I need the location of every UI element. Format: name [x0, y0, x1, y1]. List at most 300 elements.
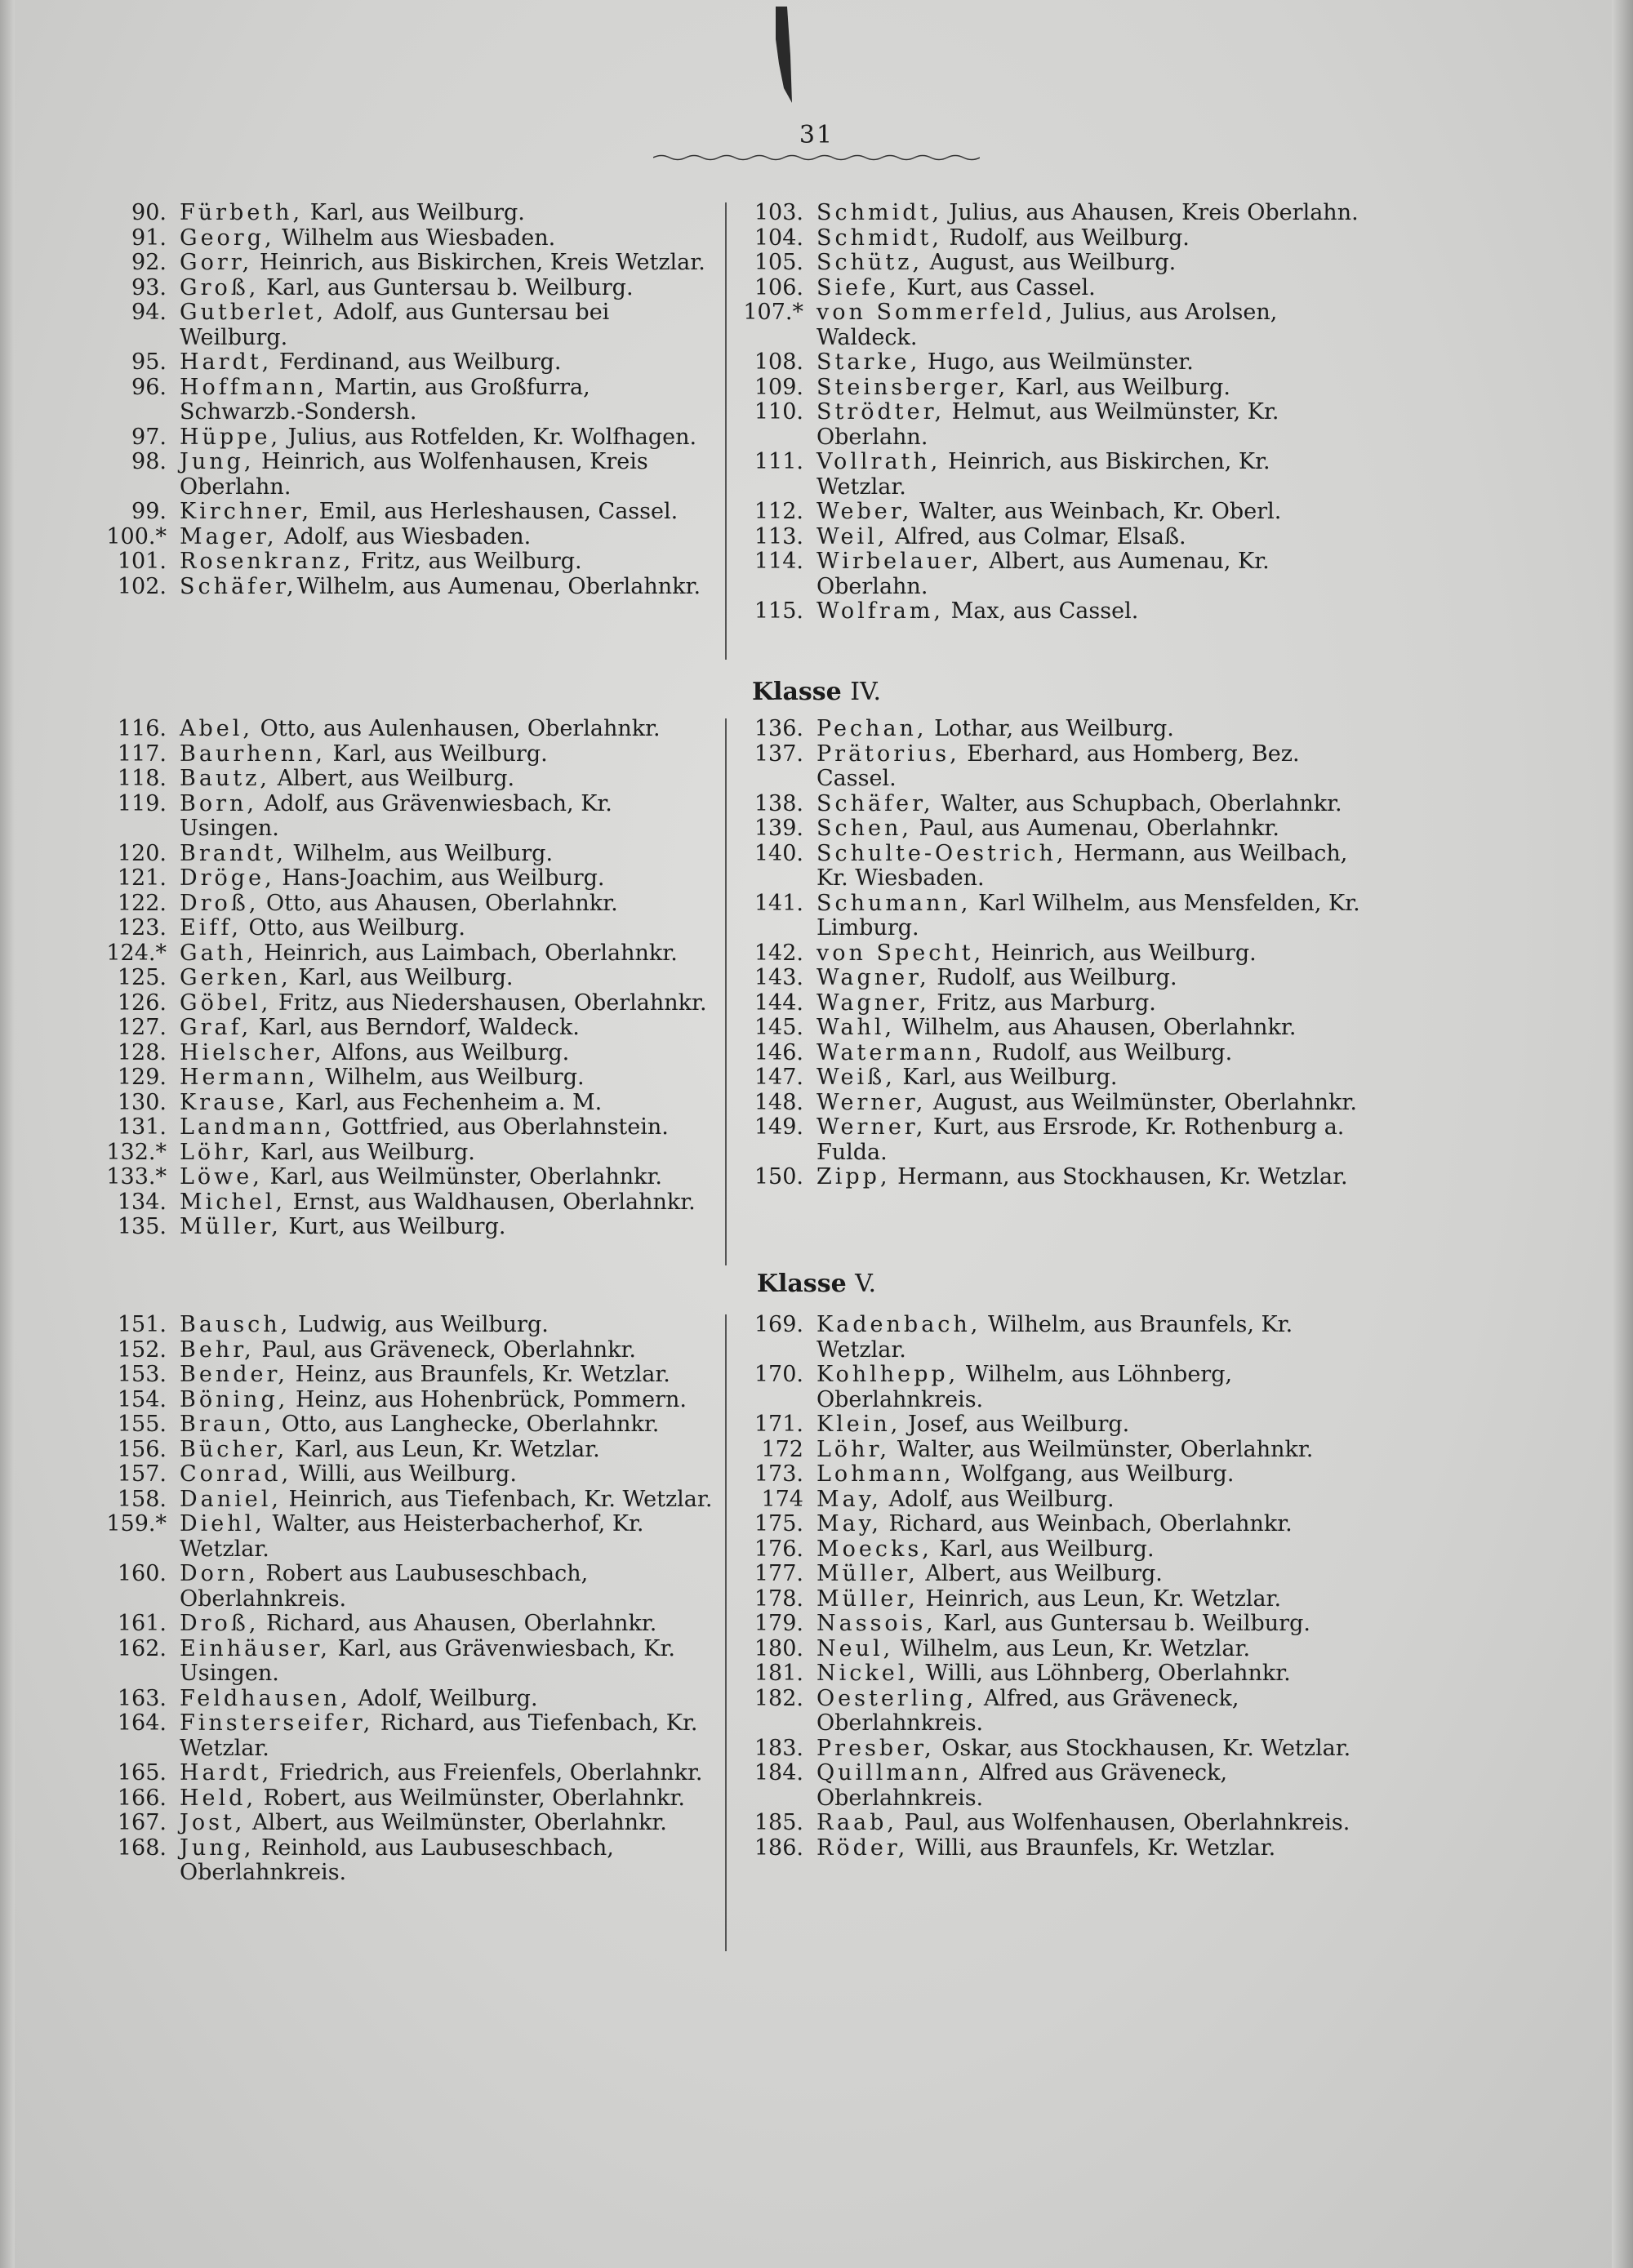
- entry-surname: Presber,: [816, 1735, 935, 1761]
- entry-number: 104.: [754, 225, 803, 251]
- entry-surname: Werner,: [816, 1114, 927, 1140]
- entry-text: [180, 376, 719, 425]
- entry-text: [180, 1141, 719, 1166]
- entry-text: [180, 767, 719, 792]
- entry-details: Ernst, aus Waldhausen, Oberlahnkr.: [286, 1189, 696, 1215]
- entry-surname: Braun,: [180, 1412, 275, 1437]
- entry-number: 119.: [117, 790, 167, 816]
- entry-details: Karl, aus Weilburg.: [291, 965, 514, 990]
- list-item: [735, 1661, 1364, 1687]
- entry-surname: Hermann,: [180, 1065, 318, 1090]
- entry-details: Rudolf, aus Weilburg.: [929, 965, 1177, 990]
- entry-text: [180, 1313, 719, 1338]
- entry-surname: Feldhausen,: [180, 1685, 351, 1711]
- entry-surname: Schulte-Oestrich,: [816, 840, 1067, 866]
- list-item: [98, 1761, 719, 1786]
- list-item: [98, 1412, 719, 1438]
- list-item: [98, 425, 719, 451]
- entry-details: Hans-Joachim, aus Weilburg.: [274, 865, 605, 891]
- entry-number: 129.: [117, 1065, 167, 1090]
- entry-surname: Landmann,: [180, 1114, 335, 1140]
- entry-surname: Nassois,: [816, 1611, 937, 1636]
- entry-details: Wilhelm, aus Löhnberg, Oberlahnkreis.: [816, 1362, 1233, 1412]
- entry-number: 95.: [131, 349, 167, 375]
- section-1-right-column: [735, 201, 1364, 625]
- entry-text: [180, 1041, 719, 1066]
- entry-surname: Fürbeth,: [180, 200, 304, 225]
- list-item: [98, 575, 719, 600]
- list-item: [735, 1811, 1364, 1836]
- list-item: [98, 1041, 719, 1066]
- list-item: [735, 842, 1364, 892]
- entry-details: Karl, aus Weilburg.: [325, 740, 548, 767]
- entry-details: Adolf, Weilburg.: [350, 1685, 538, 1711]
- entry-details: Paul, aus Aumenau, Oberlahnkr.: [911, 816, 1279, 841]
- entry-surname: Bender,: [180, 1362, 288, 1387]
- entry-details: Karl, aus Grävenwiesbach, Kr. Usingen.: [180, 1635, 675, 1686]
- list-item: [735, 1165, 1364, 1190]
- list-item: [735, 1363, 1364, 1412]
- list-item: [735, 525, 1364, 550]
- entry-text: [180, 525, 719, 550]
- entry-number: 132.*: [106, 1139, 167, 1165]
- entry-number: 127.: [117, 1015, 167, 1040]
- entry-text: [816, 400, 1364, 450]
- entry-text: [816, 1737, 1364, 1762]
- entry-number: 153.: [117, 1362, 167, 1387]
- entry-text: [816, 1412, 1364, 1438]
- entry-details: Adolf, aus Wiesbaden.: [277, 523, 532, 549]
- entry-text: [180, 1412, 719, 1438]
- entry-number: 140.: [754, 840, 803, 866]
- entry-number: 179.: [754, 1611, 803, 1636]
- list-item: [735, 1587, 1364, 1612]
- entry-surname: Böning,: [180, 1386, 289, 1412]
- entry-text: [180, 1115, 719, 1141]
- entry-details: Alfred aus Grävenеck, Oberlahnkreis.: [816, 1760, 1228, 1811]
- list-item: [735, 300, 1364, 350]
- entry-surname: Werner,: [816, 1089, 927, 1115]
- entry-number: 139.: [754, 816, 803, 841]
- entry-details: Karl, aus Berndorf, Waldeck.: [251, 1015, 580, 1040]
- section-heading-numeral: V.: [855, 1270, 877, 1298]
- entry-surname: Schumann,: [816, 890, 972, 916]
- list-item: [735, 1687, 1364, 1737]
- entry-details: Hugo, aus Weilmünster.: [920, 349, 1194, 375]
- entry-surname: Zipp,: [816, 1164, 891, 1190]
- entry-surname: Hielscher,: [180, 1039, 325, 1065]
- list-item: [98, 1115, 719, 1141]
- entry-text: [180, 1512, 719, 1562]
- entry-number: 122.: [117, 890, 167, 916]
- list-item: [98, 1612, 719, 1637]
- entry-details: Karl, aus Weilburg.: [895, 1065, 1118, 1090]
- list-item: [735, 1016, 1364, 1041]
- entry-surname: Graf,: [180, 1015, 252, 1040]
- entry-number: 164.: [117, 1710, 167, 1736]
- entry-text: [180, 1836, 719, 1886]
- list-item: [98, 300, 719, 350]
- entry-text: [180, 1091, 719, 1116]
- entry-surname: Oesterling,: [816, 1685, 977, 1711]
- entry-text: [816, 892, 1364, 941]
- list-item: [735, 1637, 1364, 1662]
- entry-text: [816, 966, 1364, 991]
- entry-details: Walter, aus Schupbach, Oberlahnkr.: [933, 790, 1342, 816]
- entry-text: [816, 1637, 1364, 1662]
- entry-details: Reinhold, aus Laubuseschbach, Oberlahnkreis.: [180, 1834, 614, 1885]
- entry-details: Heinrich, aus Weilburg.: [984, 940, 1257, 966]
- entry-text: [180, 1811, 719, 1836]
- entry-number: 176.: [754, 1536, 803, 1562]
- entry-number: 109.: [754, 374, 803, 400]
- entry-details: Adolf, aus Guntersau bei Weilburg.: [180, 300, 610, 350]
- list-item: [98, 941, 719, 967]
- entry-details: Karl, aus Guntersau b. Weilburg.: [936, 1611, 1310, 1636]
- entry-surname: Watermann,: [816, 1039, 986, 1065]
- entry-text: [180, 842, 719, 867]
- entry-number: 107.*: [743, 300, 803, 325]
- entry-text: [180, 717, 719, 742]
- entry-details: Gottfried, aus Oberlahnstein.: [334, 1114, 669, 1140]
- list-item: [98, 1811, 719, 1836]
- list-item: [98, 1786, 719, 1812]
- list-item: [735, 1512, 1364, 1537]
- entry-details: Paul, aus Wolfenhausen, Oberlahnkreis.: [897, 1810, 1350, 1835]
- entry-text: [180, 916, 719, 941]
- entry-number: 178.: [754, 1585, 803, 1612]
- entry-surname: Löhr,: [180, 1139, 254, 1165]
- entry-text: [816, 816, 1364, 842]
- entry-text: [816, 1438, 1364, 1463]
- entry-surname: Löhr,: [816, 1436, 891, 1462]
- list-item: [735, 1488, 1364, 1513]
- entry-text: [816, 1041, 1364, 1066]
- entry-surname: Krause,: [180, 1089, 288, 1115]
- entry-details: Karl, aus Weilmünster, Oberlahnkr.: [262, 1164, 663, 1190]
- entry-number: 108.: [754, 349, 803, 375]
- entry-details: Wilhelm, aus Weilburg.: [286, 840, 554, 866]
- entry-surname: Finsterseifer,: [180, 1710, 374, 1736]
- entry-text: [816, 1587, 1364, 1612]
- list-item: [98, 376, 719, 425]
- entry-details: Karl, aus Leun, Kr. Wetzlar.: [287, 1436, 600, 1462]
- entry-number: 160.: [117, 1561, 167, 1586]
- entry-surname: Held,: [180, 1785, 257, 1811]
- list-item: [98, 1165, 719, 1190]
- entry-text: [180, 549, 719, 575]
- list-item: [98, 1512, 719, 1562]
- list-item: [98, 450, 719, 500]
- entry-text: [180, 1363, 719, 1388]
- entry-text: [180, 1065, 719, 1091]
- entry-details: Karl, aus Guntersau b. Weilburg.: [259, 274, 634, 300]
- entry-number: 186.: [754, 1834, 803, 1861]
- entry-surname: Hardt,: [180, 349, 273, 375]
- entry-number: 113.: [754, 523, 803, 549]
- entry-surname: Behr,: [180, 1336, 255, 1363]
- entry-surname: Schäfer,: [816, 790, 934, 816]
- section-heading-label: Klasse: [751, 678, 842, 706]
- entry-number: 168.: [117, 1834, 167, 1861]
- entry-text: [180, 425, 719, 451]
- entry-number: 93.: [131, 274, 167, 300]
- entry-text: [816, 525, 1364, 550]
- entry-number: 138.: [754, 790, 803, 816]
- entry-details: Heinrich, aus Biskirchen, Kr. Wetzlar.: [816, 449, 1270, 500]
- entry-text: [816, 251, 1364, 276]
- entry-surname: Wagner,: [816, 965, 930, 990]
- list-item: [98, 525, 719, 550]
- entry-details: Julius, aus Arolsen, Waldeck.: [816, 300, 1278, 350]
- entry-text: [180, 1462, 719, 1488]
- entry-surname: Starke,: [816, 349, 921, 375]
- entry-text: [180, 1488, 719, 1513]
- entry-details: Willi, aus Weilburg.: [291, 1461, 517, 1487]
- entry-text: [180, 1438, 719, 1463]
- entry-text: [816, 1065, 1364, 1091]
- list-item: [98, 1462, 719, 1488]
- entry-number: 166.: [117, 1785, 167, 1811]
- entry-number: 162.: [117, 1635, 167, 1661]
- entry-number: 114.: [754, 549, 803, 574]
- entry-number: 117.: [117, 740, 167, 767]
- entry-details: Hermann, aus Weilbach, Kr. Wiesbaden.: [816, 840, 1348, 891]
- entry-surname: Müller,: [180, 1214, 282, 1239]
- entry-number: 102.: [117, 573, 167, 599]
- entry-text: [816, 1462, 1364, 1488]
- entry-surname: von Sommerfeld,: [816, 300, 1056, 325]
- entry-number: 143.: [754, 965, 803, 990]
- entry-surname: Müller,: [816, 1561, 919, 1586]
- entry-number: 105.: [754, 250, 803, 275]
- list-item: [735, 1761, 1364, 1811]
- list-item: [735, 1562, 1364, 1587]
- entry-number: 150.: [754, 1164, 803, 1190]
- entry-surname: Mager,: [180, 523, 278, 549]
- entry-text: [816, 1836, 1364, 1861]
- entry-surname: Bausch,: [180, 1312, 291, 1337]
- entry-text: [180, 1786, 719, 1812]
- entry-details: Albert, aus Weilburg.: [918, 1561, 1163, 1586]
- entry-surname: Einhäuser,: [180, 1635, 331, 1661]
- list-item: [735, 350, 1364, 376]
- list-item: [735, 450, 1364, 500]
- entry-surname: Steinsberger,: [816, 374, 1009, 400]
- entry-number: 91.: [131, 225, 167, 251]
- list-item: [98, 1363, 719, 1388]
- entry-surname: Weiß,: [816, 1065, 896, 1090]
- list-item: [735, 1537, 1364, 1563]
- entry-surname: Gerken,: [180, 965, 291, 990]
- entry-number: 169.: [754, 1312, 803, 1337]
- list-item: [98, 1338, 719, 1363]
- entry-text: [180, 892, 719, 917]
- entry-surname: Klein,: [816, 1412, 901, 1437]
- entry-number: 149.: [754, 1114, 803, 1140]
- entry-details: Albert, aus Weilmünster, Oberlahnkr.: [245, 1810, 667, 1835]
- entry-text: [816, 1687, 1364, 1737]
- entry-number: 136.: [754, 716, 803, 741]
- entry-details: Robert aus Laubuseschbach, Oberlahnkreis.: [180, 1561, 589, 1612]
- entry-surname: Neul,: [816, 1635, 894, 1661]
- entry-number: 180.: [754, 1635, 803, 1661]
- entry-text: [180, 1711, 719, 1761]
- entry-surname: May,: [816, 1486, 882, 1512]
- entry-surname: Gath,: [180, 940, 257, 966]
- entry-text: [180, 792, 719, 842]
- entry-text: [180, 201, 719, 226]
- entry-details: Karl, aus Weilburg.: [1008, 374, 1230, 400]
- entry-details: Oskar, aus Stockhausen, Kr. Wetzlar.: [934, 1735, 1351, 1761]
- entry-details: Wilhelm, aus Ahausen, Oberlahnkr.: [895, 1015, 1297, 1040]
- list-item: [735, 599, 1364, 625]
- entry-details: Walter, aus Heisterbacherhof, Kr. Wetzlar.: [180, 1511, 644, 1562]
- entry-number: 123.: [117, 915, 167, 941]
- entry-details: Richard, aus Ahausen, Oberlahnkr.: [259, 1611, 657, 1636]
- section-3-left-column: [98, 1313, 719, 1886]
- entry-number: 144.: [754, 989, 803, 1016]
- entry-details: Wilhelm, aus Braunfels, Kr. Wetzlar.: [816, 1312, 1293, 1363]
- entry-text: [180, 1338, 719, 1363]
- entry-number: 116.: [117, 716, 167, 741]
- entry-details: Karl, aus Weilburg.: [932, 1536, 1155, 1562]
- entry-number: 177.: [754, 1561, 803, 1586]
- entry-details: Alfred, aus Grävenеck, Oberlahnkreis.: [816, 1685, 1239, 1736]
- entry-surname: Hardt,: [180, 1760, 273, 1785]
- entry-details: Julius, aus Ahausen, Kreis Oberlahn.: [941, 200, 1359, 225]
- entry-number: 170.: [754, 1362, 803, 1387]
- entry-surname: Schmidt,: [816, 200, 942, 225]
- entry-number: 182.: [754, 1685, 803, 1711]
- list-item: [98, 1065, 719, 1091]
- entry-surname: Schmidt,: [816, 225, 942, 251]
- entry-details: Willi, aus Braunfels, Kr. Wetzlar.: [908, 1834, 1276, 1861]
- list-item: [98, 1215, 719, 1240]
- entry-details: Heinz, aus Hohenbrück, Pommern.: [288, 1386, 687, 1412]
- entry-details: Otto, aus Aulenhausen, Oberlahnkr.: [252, 716, 661, 741]
- list-item: [735, 1313, 1364, 1363]
- entry-number: 137.: [754, 740, 803, 767]
- list-item: [735, 1462, 1364, 1488]
- list-item: [735, 1737, 1364, 1762]
- entry-text: [180, 1562, 719, 1612]
- entry-details: Kurt, aus Cassel.: [899, 274, 1096, 300]
- entry-details: Emil, aus Herleshausen, Cassel.: [312, 499, 679, 524]
- entry-number: 185.: [754, 1810, 803, 1835]
- entry-text: [816, 226, 1364, 251]
- entry-surname: Röder,: [816, 1834, 909, 1861]
- entry-details: Lothar, aus Weilburg.: [927, 716, 1174, 741]
- entry-details: Wilhelm, aus Leun, Kr. Wetzlar.: [893, 1635, 1251, 1661]
- entry-details: Paul, aus Grävenеck, Oberlahnkr.: [254, 1336, 637, 1363]
- entry-number: 165.: [117, 1760, 167, 1785]
- entry-surname: Weil,: [816, 523, 888, 549]
- entry-details: Julius, aus Rotfelden, Kr. Wolfhagen.: [281, 424, 697, 450]
- section-heading-klasse-iv: [0, 678, 1633, 706]
- entry-details: Wilhelm aus Wiesbaden.: [274, 225, 556, 251]
- list-item: [98, 1016, 719, 1041]
- entry-surname: Moecks,: [816, 1536, 932, 1562]
- entry-details: Richard, aus Tiefenbach, Kr. Wetzlar.: [180, 1710, 698, 1761]
- list-item: [735, 400, 1364, 450]
- entry-surname: Kirchner,: [180, 499, 313, 524]
- entry-text: [816, 792, 1364, 817]
- entry-number: 134.: [117, 1189, 167, 1215]
- entry-details: Josef, aus Weilburg.: [901, 1412, 1130, 1437]
- entry-surname: Wolfram,: [816, 598, 944, 624]
- entry-number: 90.: [131, 200, 167, 225]
- page-edge-left: [0, 0, 15, 2268]
- entry-number: 94.: [131, 300, 167, 325]
- entry-number: 171.: [754, 1412, 803, 1437]
- list-item: [735, 892, 1364, 941]
- entry-surname: Lohmann,: [816, 1461, 954, 1487]
- entry-details: Karl Wilhelm, aus Mensfelden, Kr. Limburg.: [816, 890, 1360, 941]
- entry-number: 124.*: [106, 940, 167, 966]
- entry-text: [180, 1016, 719, 1041]
- entry-surname: Nickel,: [816, 1661, 919, 1686]
- entry-text: [180, 742, 719, 767]
- header-ornament: [653, 152, 980, 163]
- list-item: [98, 251, 719, 276]
- entry-number: 148.: [754, 1089, 803, 1115]
- entry-surname: Schen,: [816, 816, 912, 841]
- list-item: [735, 226, 1364, 251]
- entry-text: [816, 376, 1364, 401]
- entry-number: 161.: [117, 1611, 167, 1636]
- entry-surname: Strödter,: [816, 399, 946, 425]
- entry-text: [816, 549, 1364, 599]
- entry-text: [180, 1215, 719, 1240]
- entry-surname: Georg,: [180, 225, 275, 251]
- entry-number: 112.: [754, 499, 803, 524]
- entry-text: [180, 350, 719, 376]
- entry-number: 147.: [754, 1065, 803, 1090]
- entry-text: [816, 1488, 1364, 1513]
- entry-surname: Müller,: [816, 1585, 919, 1612]
- entry-text: [816, 500, 1364, 525]
- list-item: [98, 549, 719, 575]
- entry-details: Karl, aus Weilburg.: [253, 1139, 475, 1165]
- entry-details: Martin, aus Großfurra, Schwarzb.-Sondersh.: [180, 374, 590, 425]
- section-heading-label: Klasse: [756, 1270, 847, 1298]
- list-item: [735, 549, 1364, 599]
- entry-text: [180, 575, 719, 600]
- paper-tear-mark: [771, 7, 794, 105]
- entry-text: [816, 1661, 1364, 1687]
- entry-number: 121.: [117, 865, 167, 891]
- entry-surname: Göbel,: [180, 989, 272, 1016]
- entry-number: 92.: [131, 250, 167, 275]
- entry-details: Rudolf, aus Weilburg.: [985, 1039, 1233, 1065]
- entry-text: [816, 201, 1364, 226]
- entry-surname: Diehl,: [180, 1511, 265, 1536]
- entry-number: 158.: [117, 1486, 167, 1512]
- entry-details: Alfred, aus Colmar, Elsaß.: [888, 523, 1186, 549]
- entry-number: 181.: [754, 1661, 803, 1686]
- entry-surname: Conrad,: [180, 1461, 292, 1487]
- entry-surname: Dorn,: [180, 1561, 259, 1586]
- entry-surname: Rosenkranz,: [180, 549, 354, 574]
- entry-text: [816, 717, 1364, 742]
- entry-number: 128.: [117, 1039, 167, 1065]
- entry-details: Alfons, aus Weilburg.: [324, 1039, 570, 1065]
- entry-number: 96.: [131, 374, 167, 400]
- entry-details: Ferdinand, aus Weilburg.: [272, 349, 562, 375]
- page-number: 31: [799, 121, 834, 149]
- entry-surname: Hoffmann,: [180, 374, 327, 400]
